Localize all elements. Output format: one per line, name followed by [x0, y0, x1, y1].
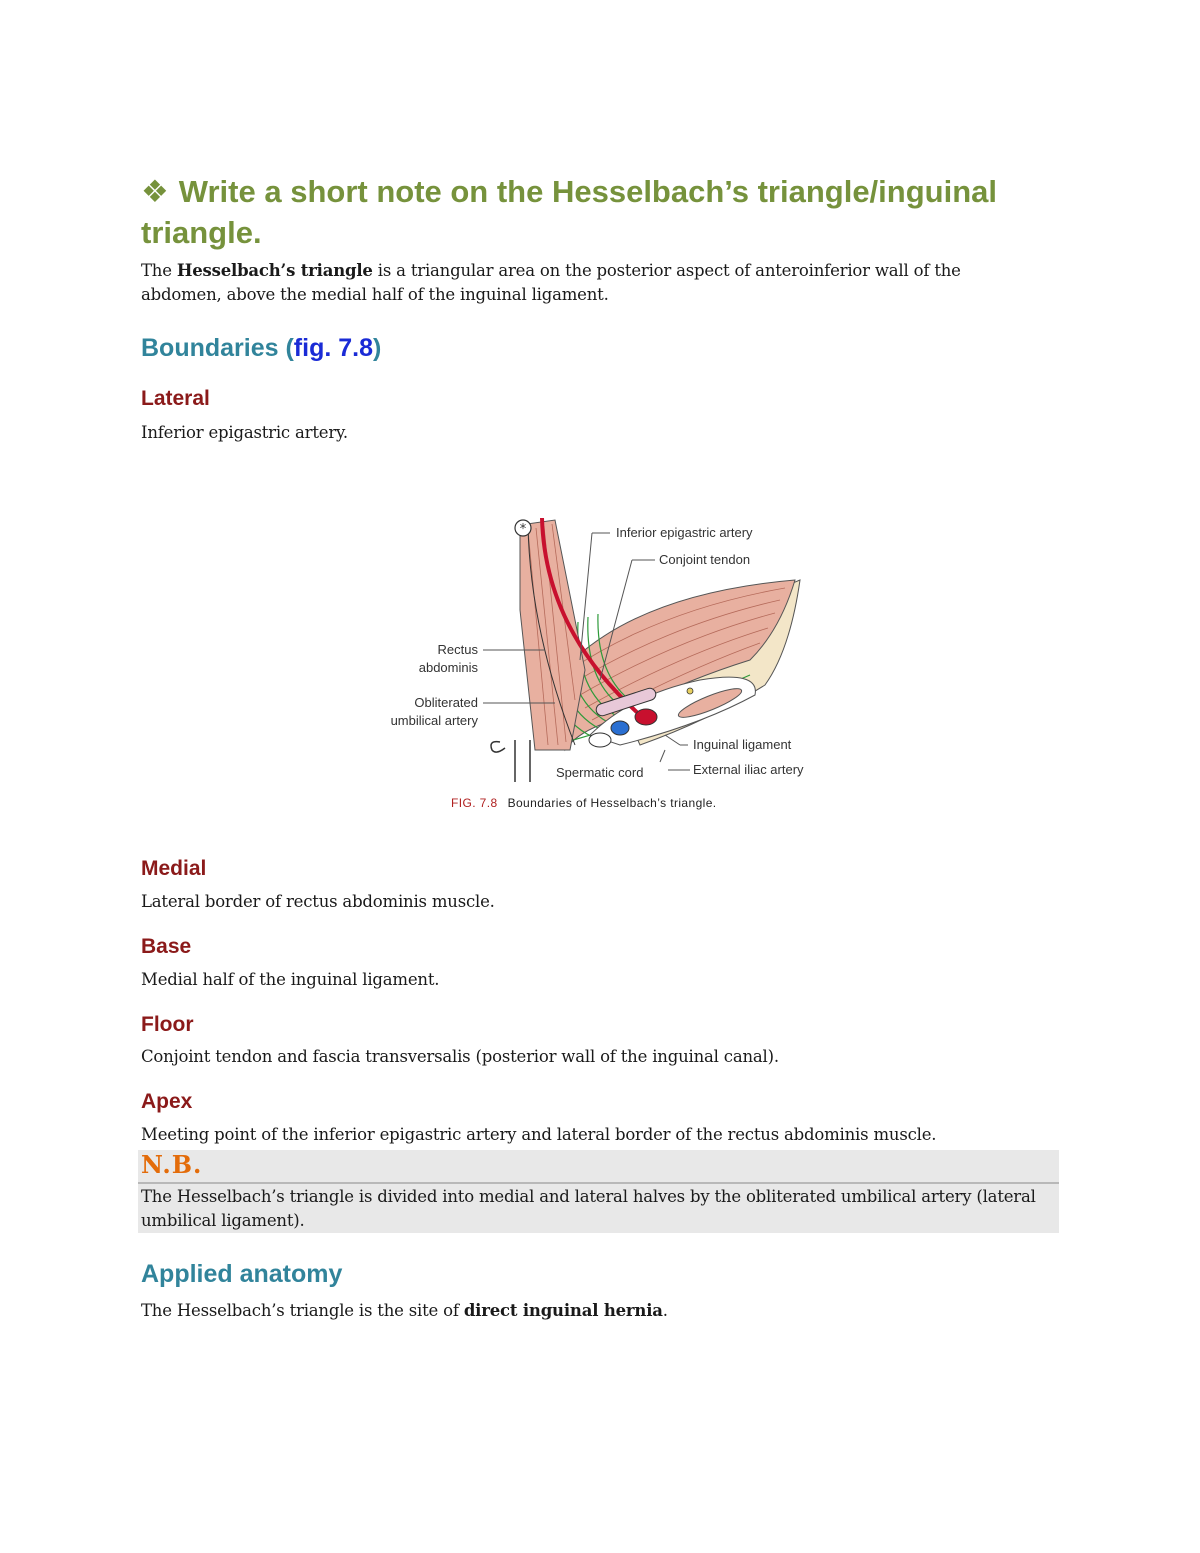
label-rectus-line1: Rectus	[437, 642, 478, 657]
applied-anatomy-text	[141, 1299, 668, 1323]
nb-divider	[138, 1182, 1059, 1184]
medial-heading: Medial	[141, 857, 207, 880]
lateral-text: Inferior epigastric artery.	[141, 423, 348, 442]
label-external-iliac-artery: External iliac artery	[693, 762, 804, 777]
intro-paragraph	[141, 259, 1021, 307]
figure-caption-text: Boundaries of Hesselbach’s triangle.	[507, 796, 717, 810]
small-structure-dot	[687, 688, 693, 694]
label-spermatic-cord: Spermatic cord	[556, 765, 644, 780]
question-title	[141, 171, 1071, 253]
label-rectus-line2: abdominis	[418, 660, 478, 675]
floor-heading: Floor	[141, 1013, 194, 1036]
medial-text: Lateral border of rectus abdominis muscle.	[141, 892, 495, 911]
label-obliterated-line1: Obliterated	[414, 695, 478, 710]
floor-text: Conjoint tendon and fascia transversalis (posterior wall of the inguinal canal).	[141, 1047, 779, 1066]
nb-text: The Hesselbach’s triangle is divided into medial and lateral halves by the obliterated umbilical artery (lateral umbilical ligament).	[141, 1187, 1036, 1230]
applied-term: direct inguinal hernia	[463, 1301, 663, 1320]
midline-lines	[491, 740, 530, 782]
intro-prefix: The	[141, 261, 177, 280]
label-inguinal-ligament: Inguinal ligament	[693, 737, 792, 752]
figure-reference-link[interactable]: fig. 7.8	[293, 334, 373, 362]
boundaries-heading-text: Boundaries (	[141, 334, 294, 362]
applied-anatomy-heading: Applied anatomy	[141, 1260, 343, 1288]
boundaries-heading	[141, 334, 381, 363]
applied-suffix: .	[662, 1301, 668, 1320]
vein-shape	[611, 721, 629, 735]
applied-prefix: The Hesselbach’s triangle is the site of	[141, 1301, 464, 1320]
label-inferior-epigastric-artery: Inferior epigastric artery	[616, 525, 753, 540]
svg-text:*: *	[519, 522, 527, 537]
base-text: Medial half of the inguinal ligament.	[141, 970, 440, 989]
diamond-bullet-icon: ❖	[141, 174, 169, 209]
base-heading: Base	[141, 935, 192, 958]
apex-text: Meeting point of the inferior epigastric artery and lateral border of the rectus abdominis muscle.	[141, 1125, 937, 1144]
apex-heading: Apex	[141, 1090, 193, 1113]
figure-caption-number: FIG. 7.8	[451, 796, 498, 810]
intro-suffix: is a triangular area on the posterior aspect of anteroinferior wall of the abdomen, above the medial half of the inguinal ligament.	[141, 261, 961, 304]
label-obliterated-umbilical-artery	[360, 694, 478, 730]
boundaries-heading-close: )	[372, 334, 382, 362]
intro-term: Hesselbach’s triangle	[176, 261, 373, 280]
figure-caption	[451, 796, 717, 810]
spermatic-cord-shape	[589, 733, 611, 747]
external-iliac-artery-shape	[635, 709, 657, 725]
label-obliterated-line2: umbilical artery	[390, 713, 478, 728]
lateral-heading: Lateral	[141, 387, 210, 410]
label-rectus-abdominis	[380, 641, 478, 677]
label-conjoint-tendon: Conjoint tendon	[659, 552, 751, 567]
question-title-text: Write a short note on the Hesselbach’s triangle/inguinal triangle.	[141, 174, 997, 250]
nb-title: N.B.	[141, 1150, 203, 1179]
